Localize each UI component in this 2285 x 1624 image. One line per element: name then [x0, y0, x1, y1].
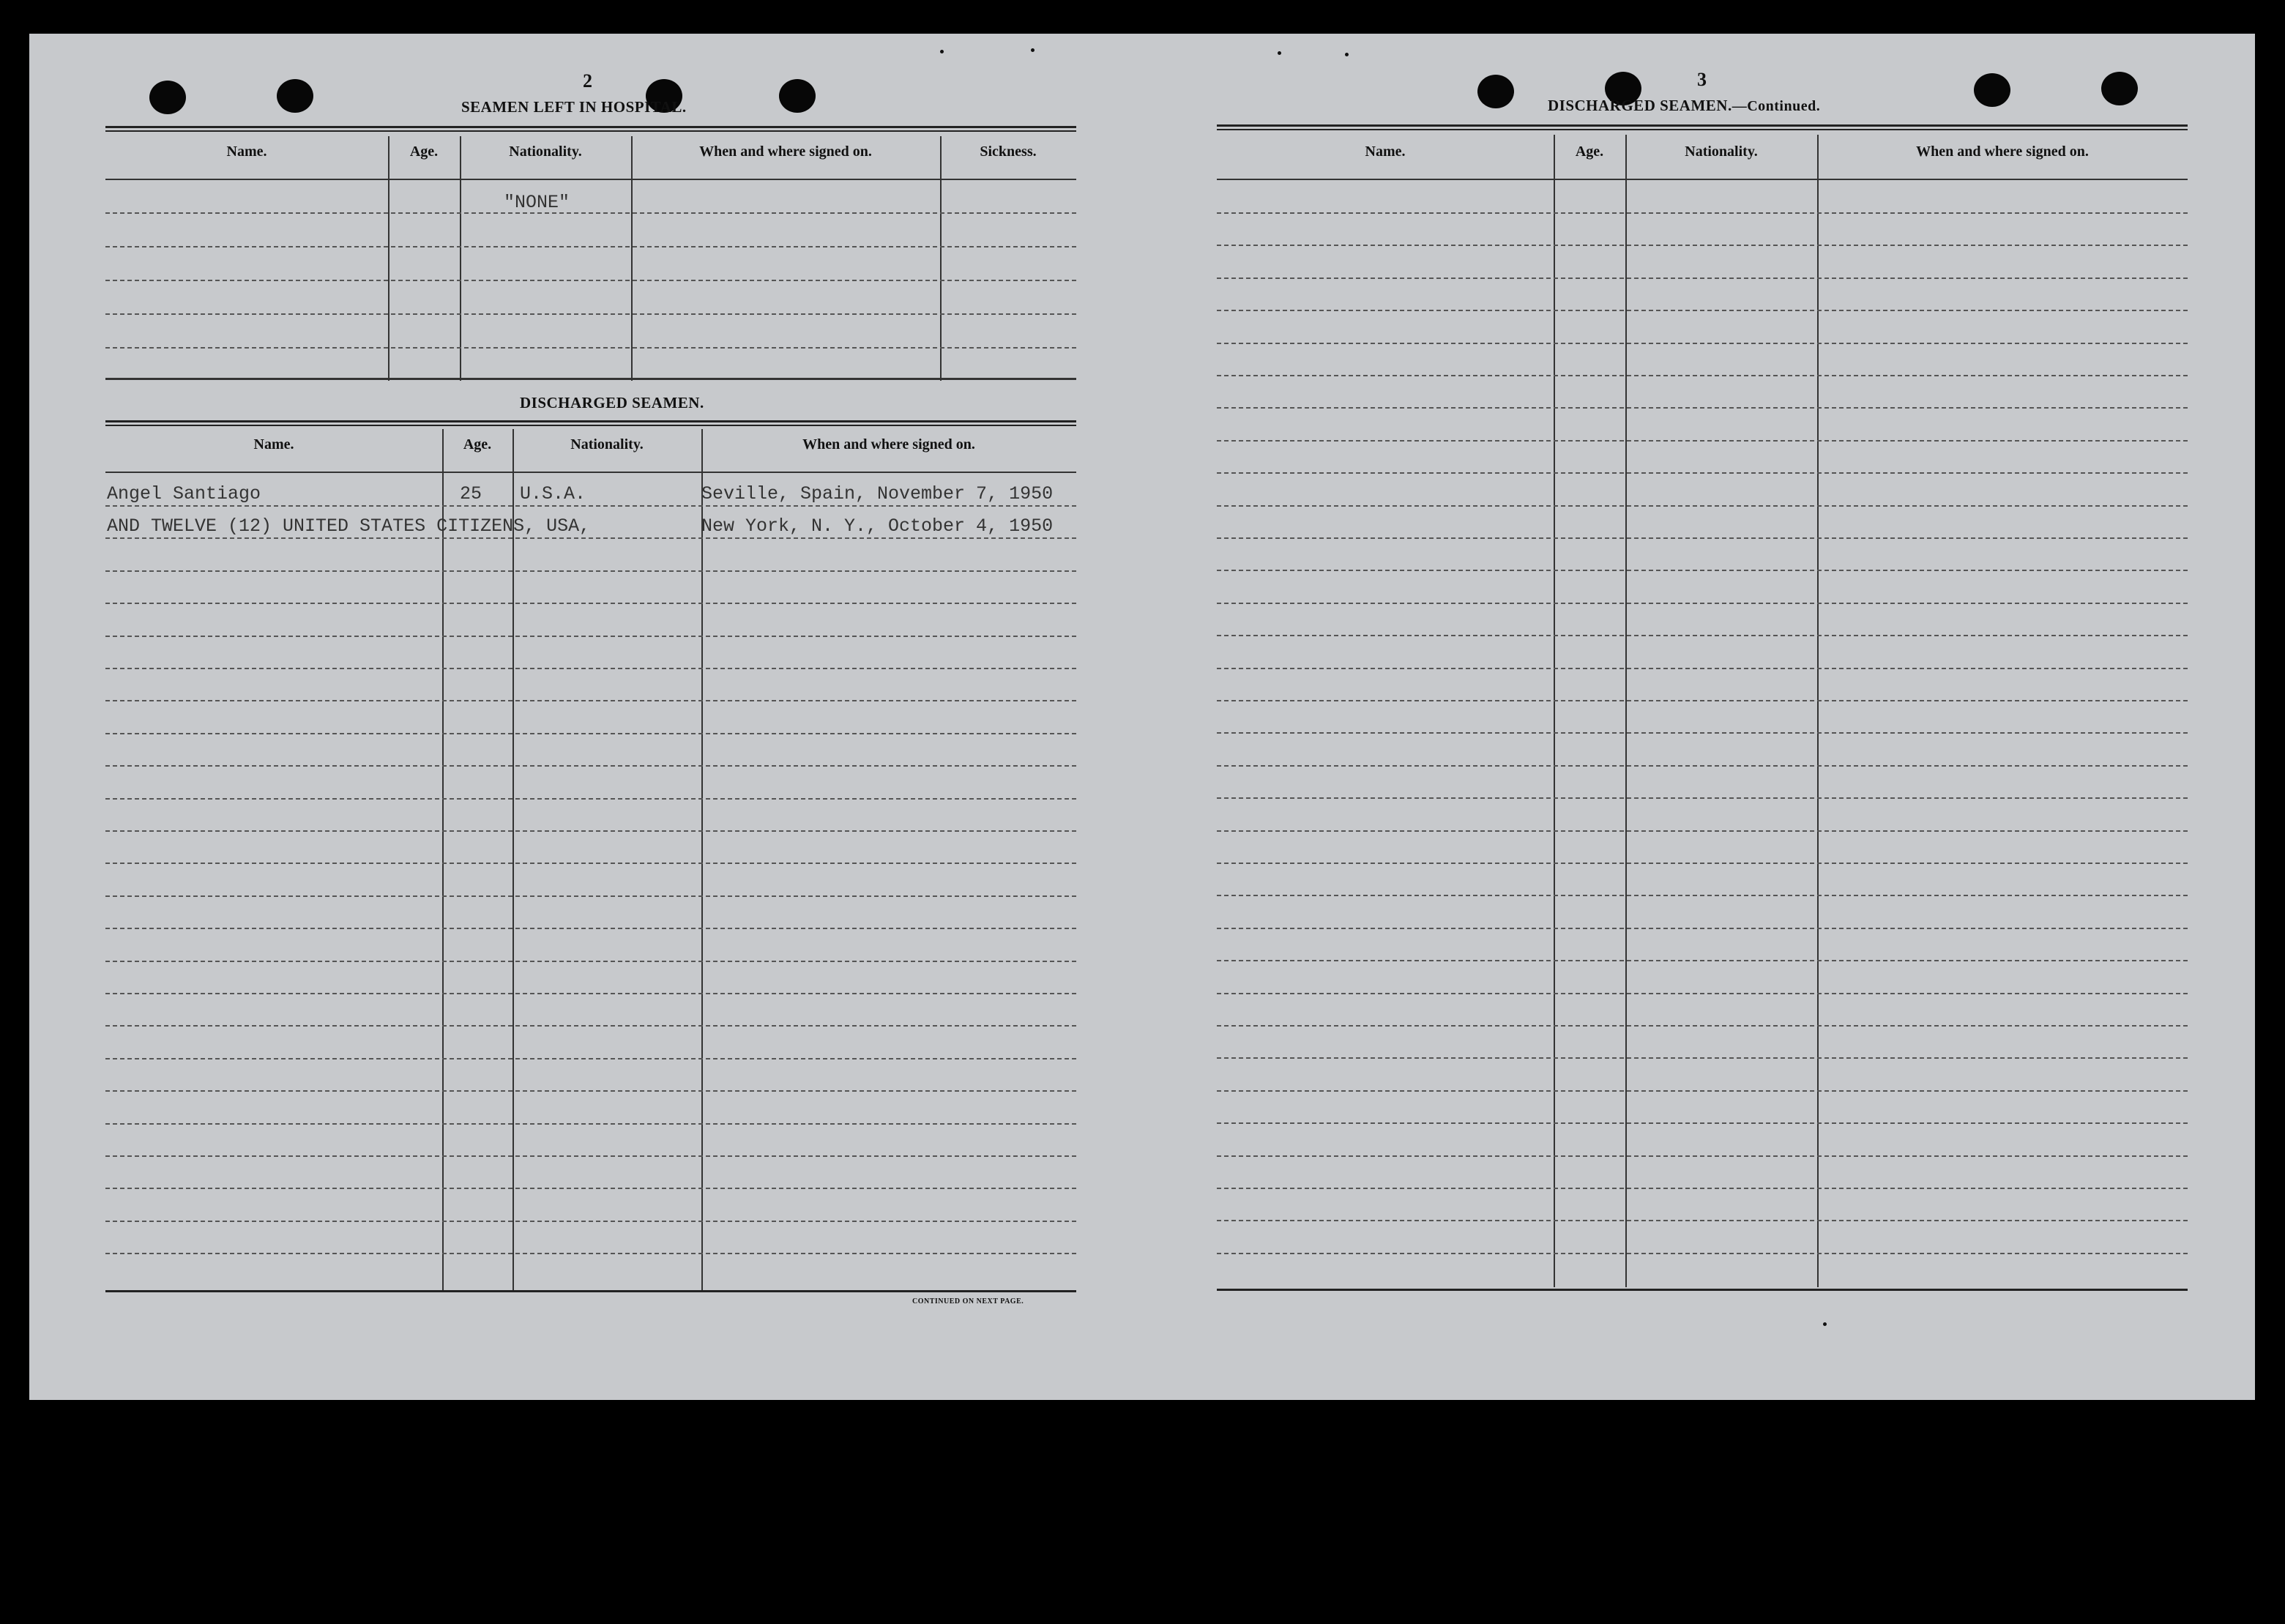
punch-hole	[1477, 75, 1514, 108]
column-line	[1625, 135, 1627, 1287]
entry-line	[1217, 1057, 2188, 1059]
entry-line	[1217, 1122, 2188, 1124]
column-line	[701, 429, 703, 1290]
header-rule	[1217, 179, 2188, 180]
col-header-nationality: Nationality.	[570, 436, 644, 452]
col-header-signed-on: When and where signed on.	[802, 436, 975, 452]
entry-line	[1217, 1220, 2188, 1221]
column-line	[388, 136, 389, 381]
row-2-signed-on: New York, N. Y., October 4, 1950	[701, 515, 1054, 537]
row-1-signed-on: Seville, Spain, November 7, 1950	[701, 483, 1054, 504]
speck	[1823, 1322, 1827, 1326]
entry-line	[1217, 537, 2188, 539]
discharged-continued-table	[1217, 135, 2188, 1292]
entry-line	[105, 863, 1076, 864]
entry-line	[105, 961, 1076, 962]
row-2-name: AND TWELVE (12) UNITED STATES CITIZENS, USA,	[107, 515, 591, 537]
entry-line	[1217, 960, 2188, 961]
table-bottom-rule	[1217, 1289, 2188, 1291]
col-header-name: Name.	[253, 436, 294, 452]
discharged-section-title: DISCHARGED SEAMEN.	[520, 394, 704, 411]
entry-line	[105, 1188, 1076, 1189]
column-line	[631, 136, 633, 381]
entry-line	[105, 537, 1076, 539]
entry-line	[1217, 668, 2188, 669]
entry-line	[1217, 278, 2188, 279]
entry-line	[105, 636, 1076, 637]
entry-line	[1217, 245, 2188, 246]
entry-line	[1217, 570, 2188, 571]
entry-line	[105, 1123, 1076, 1125]
continued-footer: CONTINUED ON NEXT PAGE.	[912, 1297, 1024, 1305]
punch-hole	[1974, 73, 2010, 107]
entry-line	[1217, 863, 2188, 864]
double-rule	[105, 126, 1076, 132]
entry-line	[1217, 343, 2188, 344]
header-rule	[105, 179, 1076, 180]
speck	[940, 50, 944, 53]
entry-line	[1217, 830, 2188, 832]
double-rule	[1217, 124, 2188, 130]
col-header-nationality: Nationality.	[1685, 144, 1758, 160]
entry-line	[1217, 375, 2188, 376]
entry-line	[105, 895, 1076, 897]
entry-line	[105, 668, 1076, 669]
col-header-age: Age.	[463, 436, 492, 452]
entry-line	[105, 1221, 1076, 1222]
entry-line	[105, 733, 1076, 734]
column-line	[442, 429, 444, 1290]
row-1-nationality: U.S.A.	[520, 483, 586, 504]
entry-line	[105, 993, 1076, 994]
title-main: DISCHARGED SEAMEN.	[1548, 97, 1732, 114]
entry-line	[105, 1155, 1076, 1157]
entry-line	[1217, 1025, 2188, 1027]
entry-line	[1217, 765, 2188, 767]
document-sheet	[29, 34, 2255, 1400]
entry-line	[1217, 1155, 2188, 1157]
column-line	[512, 429, 514, 1290]
entry-line	[105, 928, 1076, 929]
hospital-section-title: SEAMEN LEFT IN HOSPITAL.	[461, 98, 687, 116]
title-continued: —Continued.	[1732, 98, 1821, 114]
entry-line	[1217, 1188, 2188, 1189]
entry-line	[105, 830, 1076, 832]
entry-line	[105, 246, 1076, 247]
entry-line	[1217, 440, 2188, 442]
entry-line	[105, 1090, 1076, 1092]
row-1-age: 25	[460, 483, 482, 504]
entry-line	[105, 603, 1076, 604]
speck	[1278, 51, 1281, 55]
entry-line	[1217, 732, 2188, 734]
entry-line	[1217, 700, 2188, 701]
page-number: 3	[1697, 69, 1707, 90]
entry-line	[1217, 635, 2188, 636]
hospital-entry-none: "NONE"	[504, 192, 570, 213]
entry-line	[105, 505, 1076, 507]
column-line	[1554, 135, 1555, 1287]
entry-line	[1217, 1090, 2188, 1092]
entry-line	[105, 1253, 1076, 1254]
entry-line	[1217, 993, 2188, 994]
col-header-age: Age.	[409, 144, 439, 160]
col-header-signed-on: When and where signed on.	[1916, 144, 2089, 160]
col-header-nationality: Nationality.	[509, 144, 582, 160]
column-line	[1817, 135, 1819, 1287]
table-bottom-rule	[105, 1290, 1076, 1292]
double-rule	[105, 420, 1076, 426]
entry-line	[105, 313, 1076, 315]
speck	[1345, 53, 1349, 56]
page-number: 2	[583, 70, 592, 92]
entry-line	[1217, 310, 2188, 311]
entry-line	[1217, 407, 2188, 409]
entry-line	[105, 700, 1076, 701]
entry-line	[1217, 603, 2188, 604]
right-section-title	[1548, 97, 1820, 115]
punch-hole	[149, 81, 186, 114]
discharged-table	[105, 429, 1076, 1293]
hospital-table	[105, 136, 1076, 381]
entry-line	[105, 765, 1076, 767]
col-header-age: Age.	[1575, 144, 1604, 160]
entry-line	[105, 1025, 1076, 1027]
entry-line	[1217, 797, 2188, 799]
speck	[1031, 48, 1035, 52]
entry-line	[1217, 472, 2188, 474]
header-rule	[105, 472, 1076, 473]
col-header-name: Name.	[226, 144, 267, 160]
entry-line	[1217, 895, 2188, 896]
column-line	[460, 136, 461, 381]
table-bottom-rule	[105, 378, 1076, 380]
entry-line	[105, 280, 1076, 281]
entry-line	[105, 347, 1076, 349]
column-line	[940, 136, 942, 381]
entry-line	[1217, 928, 2188, 929]
col-header-signed-on: When and where signed on.	[699, 144, 872, 160]
punch-hole	[2101, 72, 2138, 105]
entry-line	[1217, 1253, 2188, 1254]
entry-line	[1217, 505, 2188, 507]
row-1-name: Angel Santiago	[107, 483, 261, 504]
entry-line	[1217, 212, 2188, 214]
entry-line	[105, 1058, 1076, 1059]
punch-hole	[779, 79, 816, 113]
entry-line	[105, 570, 1076, 572]
entry-line	[105, 212, 1076, 214]
col-header-sickness: Sickness.	[980, 144, 1037, 160]
punch-hole	[277, 79, 313, 113]
col-header-name: Name.	[1365, 144, 1406, 160]
entry-line	[105, 798, 1076, 800]
